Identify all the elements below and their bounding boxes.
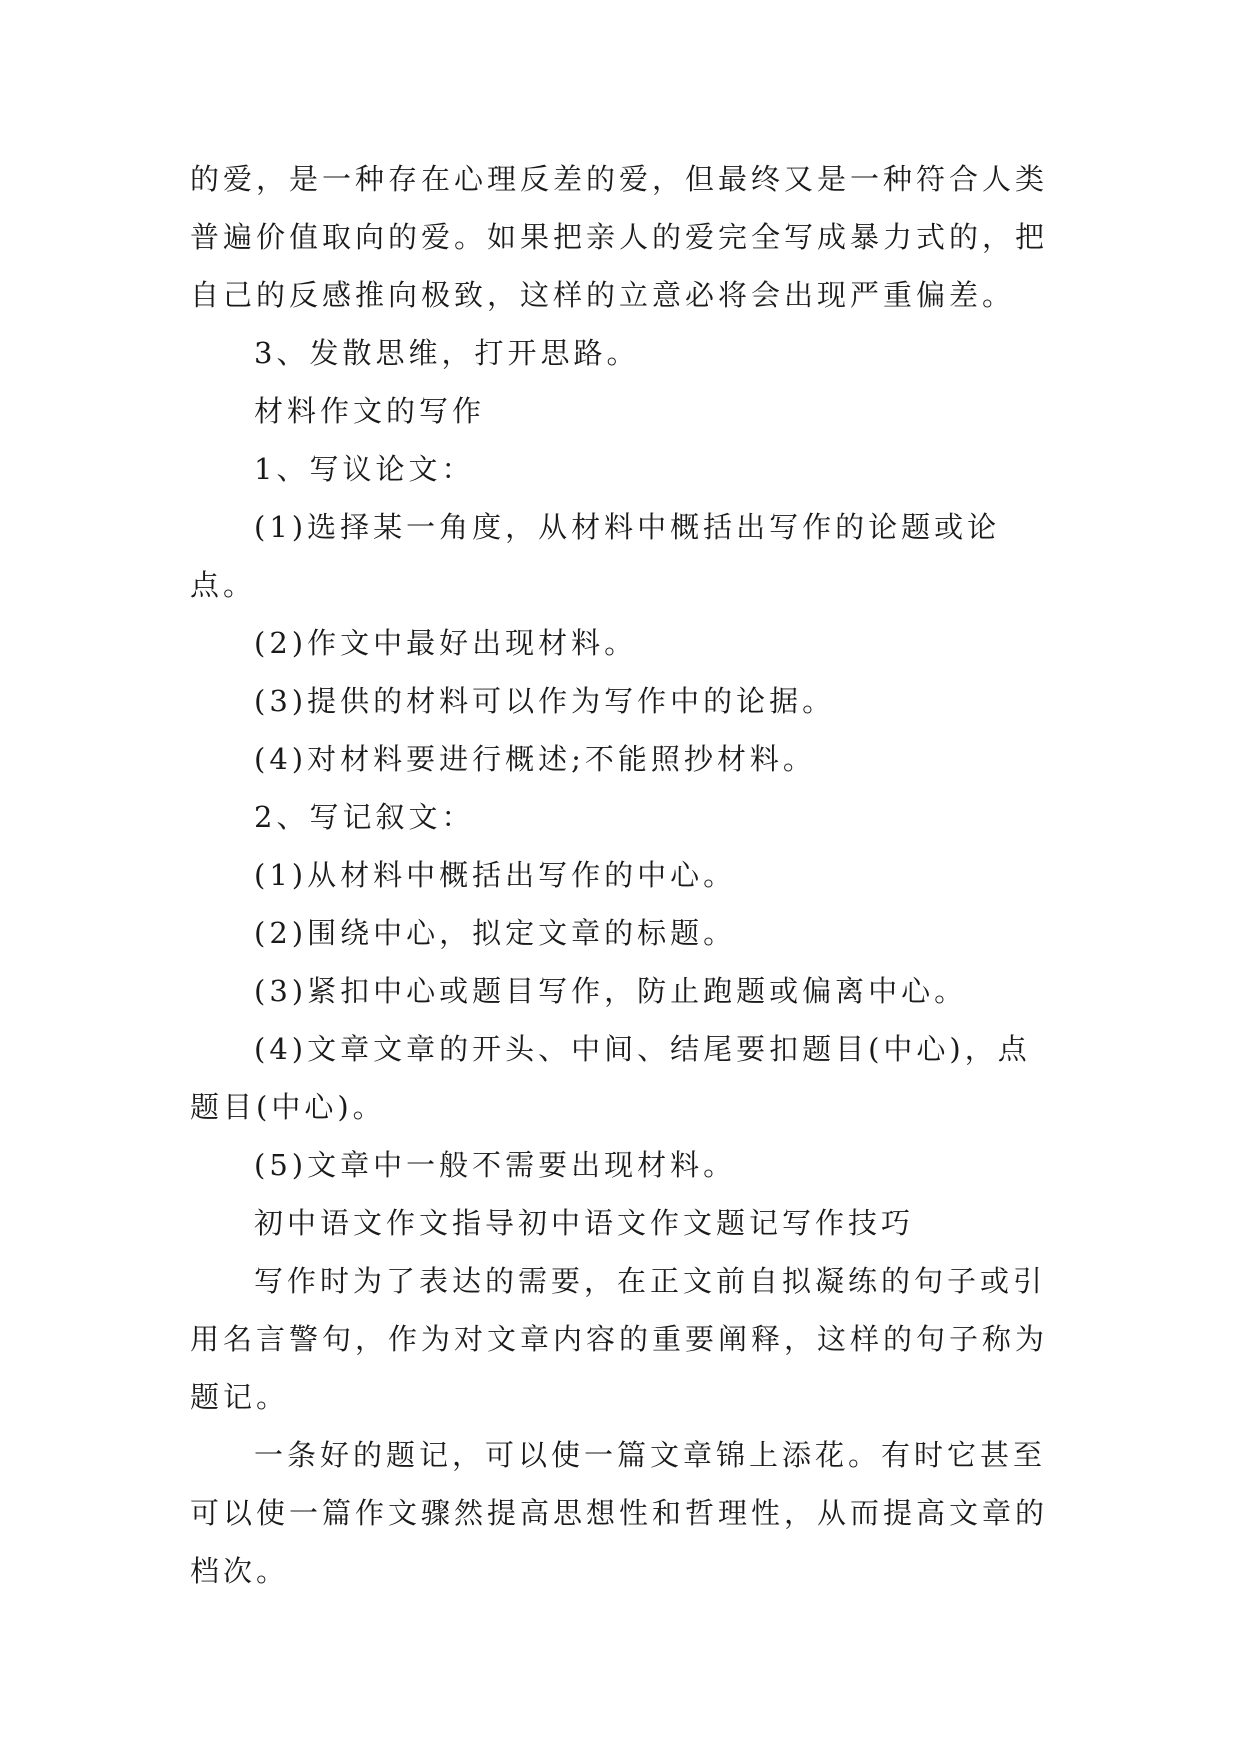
list-item: (3)提供的材料可以作为写作中的论据。 — [254, 684, 836, 718]
list-item: (1)选择某一角度，从材料中概括出写作的论题或论点。 — [190, 510, 1001, 602]
document-body — [190, 150, 1050, 1600]
paragraph-continuation: 的爱，是一种存在心理反差的爱，但最终又是一种符合人类普遍价值取向的爱。如果把亲人的爱完全写成暴力式的，把自己的反感推向极致，这样的立意必将会出现严重偏差。 — [190, 162, 1049, 312]
subheading-narrative: 2、写记叙文： — [254, 800, 475, 834]
body-paragraph: 写作时为了表达的需要，在正文前自拟凝练的句子或引用名言警句，作为对文章内容的重要阐释，这样的句子称为题记。 — [190, 1264, 1049, 1414]
list-item: (2)作文中最好出现材料。 — [254, 626, 638, 660]
list-item: (4)文章文章的开头、中间、结尾要扣题目(中心)，点题目(中心)。 — [190, 1032, 1031, 1124]
list-item: (3)紧扣中心或题目写作，防止跑题或偏离中心。 — [254, 974, 968, 1008]
list-item: (5)文章中一般不需要出现材料。 — [254, 1148, 737, 1182]
body-paragraph: 一条好的题记，可以使一篇文章锦上添花。有时它甚至可以使一篇作文骤然提高思想性和哲理性，从而提高文章的档次。 — [190, 1438, 1049, 1588]
section-heading-material-essay: 材料作文的写作 — [254, 394, 486, 428]
paragraph-point-3: 3、发散思维，打开思路。 — [254, 336, 640, 370]
list-item: (4)对材料要进行概述;不能照抄材料。 — [254, 742, 816, 776]
list-item: (1)从材料中概括出写作的中心。 — [254, 858, 737, 892]
section-heading-epigraph: 初中语文作文指导初中语文作文题记写作技巧 — [254, 1206, 915, 1240]
subheading-argumentative: 1、写议论文： — [254, 452, 475, 486]
list-item: (2)围绕中心，拟定文章的标题。 — [254, 916, 737, 950]
